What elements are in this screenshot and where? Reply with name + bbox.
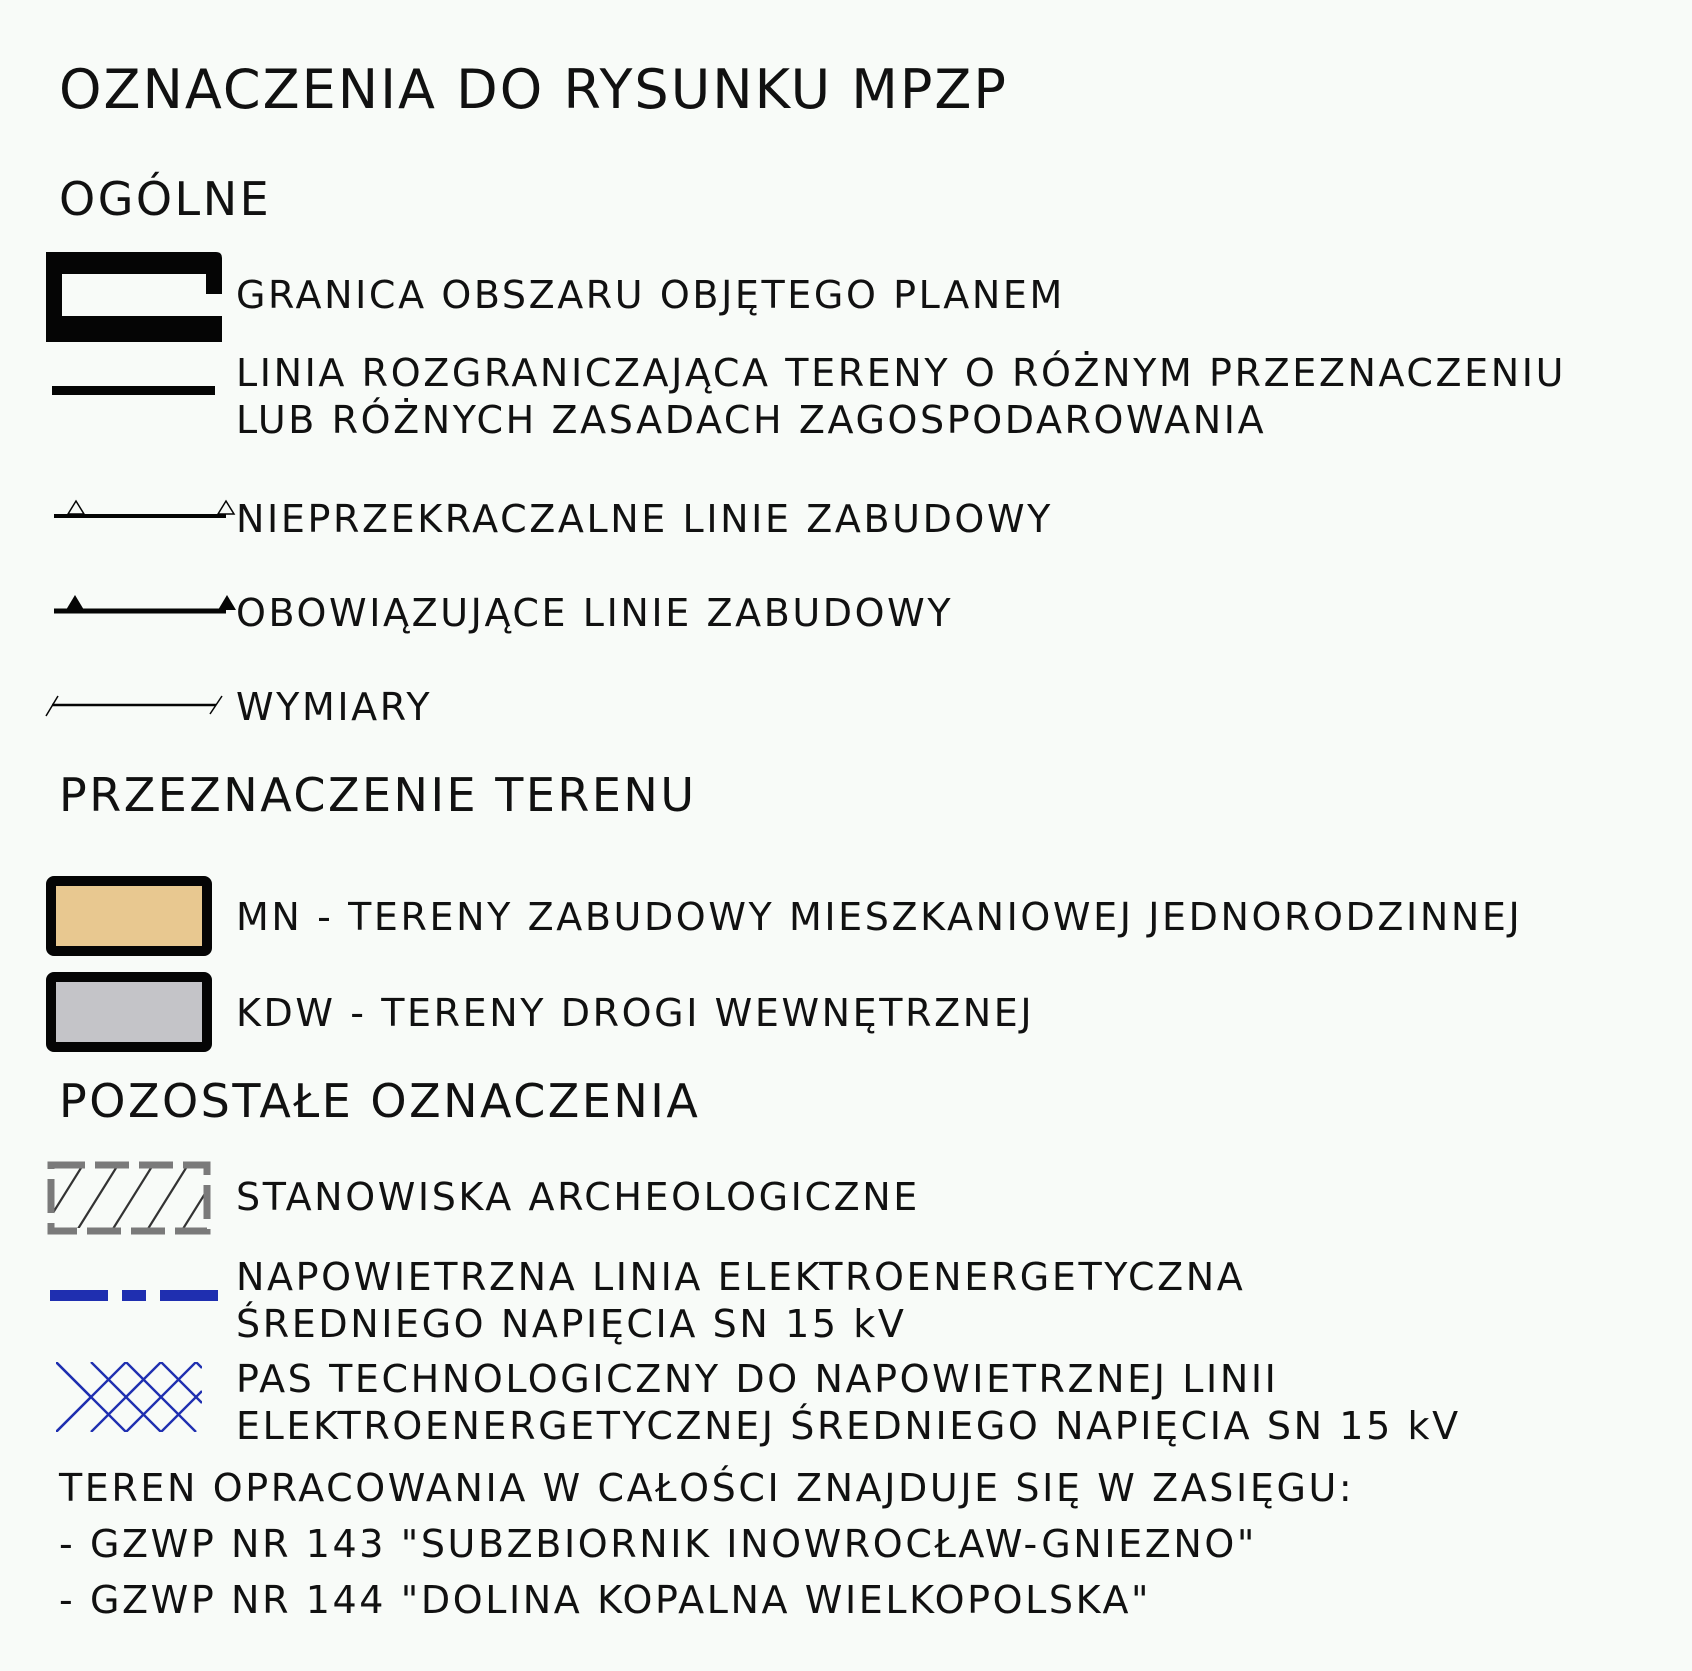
kdw-color-swatch xyxy=(46,972,222,1052)
mn-color-swatch xyxy=(46,876,222,956)
legend-title: OZNACZENIA DO RYSUNKU MPZP xyxy=(59,58,1008,121)
technology-strip-label-2: ELEKTROENERGETYCZNEJ ŚREDNIEGO NAPIĘCIA SN 15 kV xyxy=(236,1404,1461,1448)
coverage-note-intro: TEREN OPRACOWANIA W CAŁOŚCI ZNAJDUJE SIĘ W ZASIĘGU: xyxy=(59,1466,1355,1510)
coverage-note-gzwp-143: - GZWP NR 143 "SUBZBIORNIK INOWROCŁAW-GNIEZNO" xyxy=(59,1522,1257,1566)
mn-label: MN - TERENY ZABUDOWY MIESZKANIOWEJ JEDNORODZINNEJ xyxy=(236,895,1523,939)
technology-strip-label-1: PAS TECHNOLOGICZNY DO NAPOWIETRZNEJ LINII xyxy=(236,1357,1279,1401)
coverage-note-gzwp-144: - GZWP NR 144 "DOLINA KOPALNA WIELKOPOLSKA" xyxy=(59,1578,1152,1622)
dimension-line-symbol xyxy=(46,688,222,718)
dimension-line-label: WYMIARY xyxy=(236,685,433,729)
archaeological-hatch-symbol xyxy=(46,1160,222,1236)
power-line-label-2: ŚREDNIEGO NAPIĘCIA SN 15 kV xyxy=(236,1302,907,1346)
plan-boundary-label: GRANICA OBSZARU OBJĘTEGO PLANEM xyxy=(236,273,1065,317)
plan-boundary-symbol xyxy=(46,252,222,342)
demarcation-line-label-1: LINIA ROZGRANICZAJĄCA TERENY O RÓŻNYM PRZEZNACZENIU xyxy=(236,351,1567,395)
building-line-max-symbol xyxy=(46,498,222,528)
section-heading-general: OGÓLNE xyxy=(59,172,272,226)
building-line-mandatory-symbol xyxy=(46,592,222,622)
kdw-swatch-fill xyxy=(51,977,207,1047)
kdw-label: KDW - TERENY DROGI WEWNĘTRZNEJ xyxy=(236,991,1035,1035)
building-line-mandatory-label: OBOWIĄZUJĄCE LINIE ZABUDOWY xyxy=(236,591,954,635)
mn-swatch-fill xyxy=(51,881,207,951)
power-line-label-1: NAPOWIETRZNA LINIA ELEKTROENERGETYCZNA xyxy=(236,1255,1246,1299)
demarcation-line-symbol xyxy=(46,386,222,396)
power-line-symbol xyxy=(46,1290,222,1302)
demarcation-line-label-2: LUB RÓŻNYCH ZASADACH ZAGOSPODAROWANIA xyxy=(236,398,1267,442)
section-heading-land-use: PRZEZNACZENIE TERENU xyxy=(59,768,697,822)
building-line-max-label: NIEPRZEKRACZALNE LINIE ZABUDOWY xyxy=(236,497,1053,541)
archaeological-label: STANOWISKA ARCHEOLOGICZNE xyxy=(236,1175,920,1219)
crosshatch-strip-symbol xyxy=(46,1358,222,1436)
section-heading-other: POZOSTAŁE OZNACZENIA xyxy=(59,1074,701,1128)
